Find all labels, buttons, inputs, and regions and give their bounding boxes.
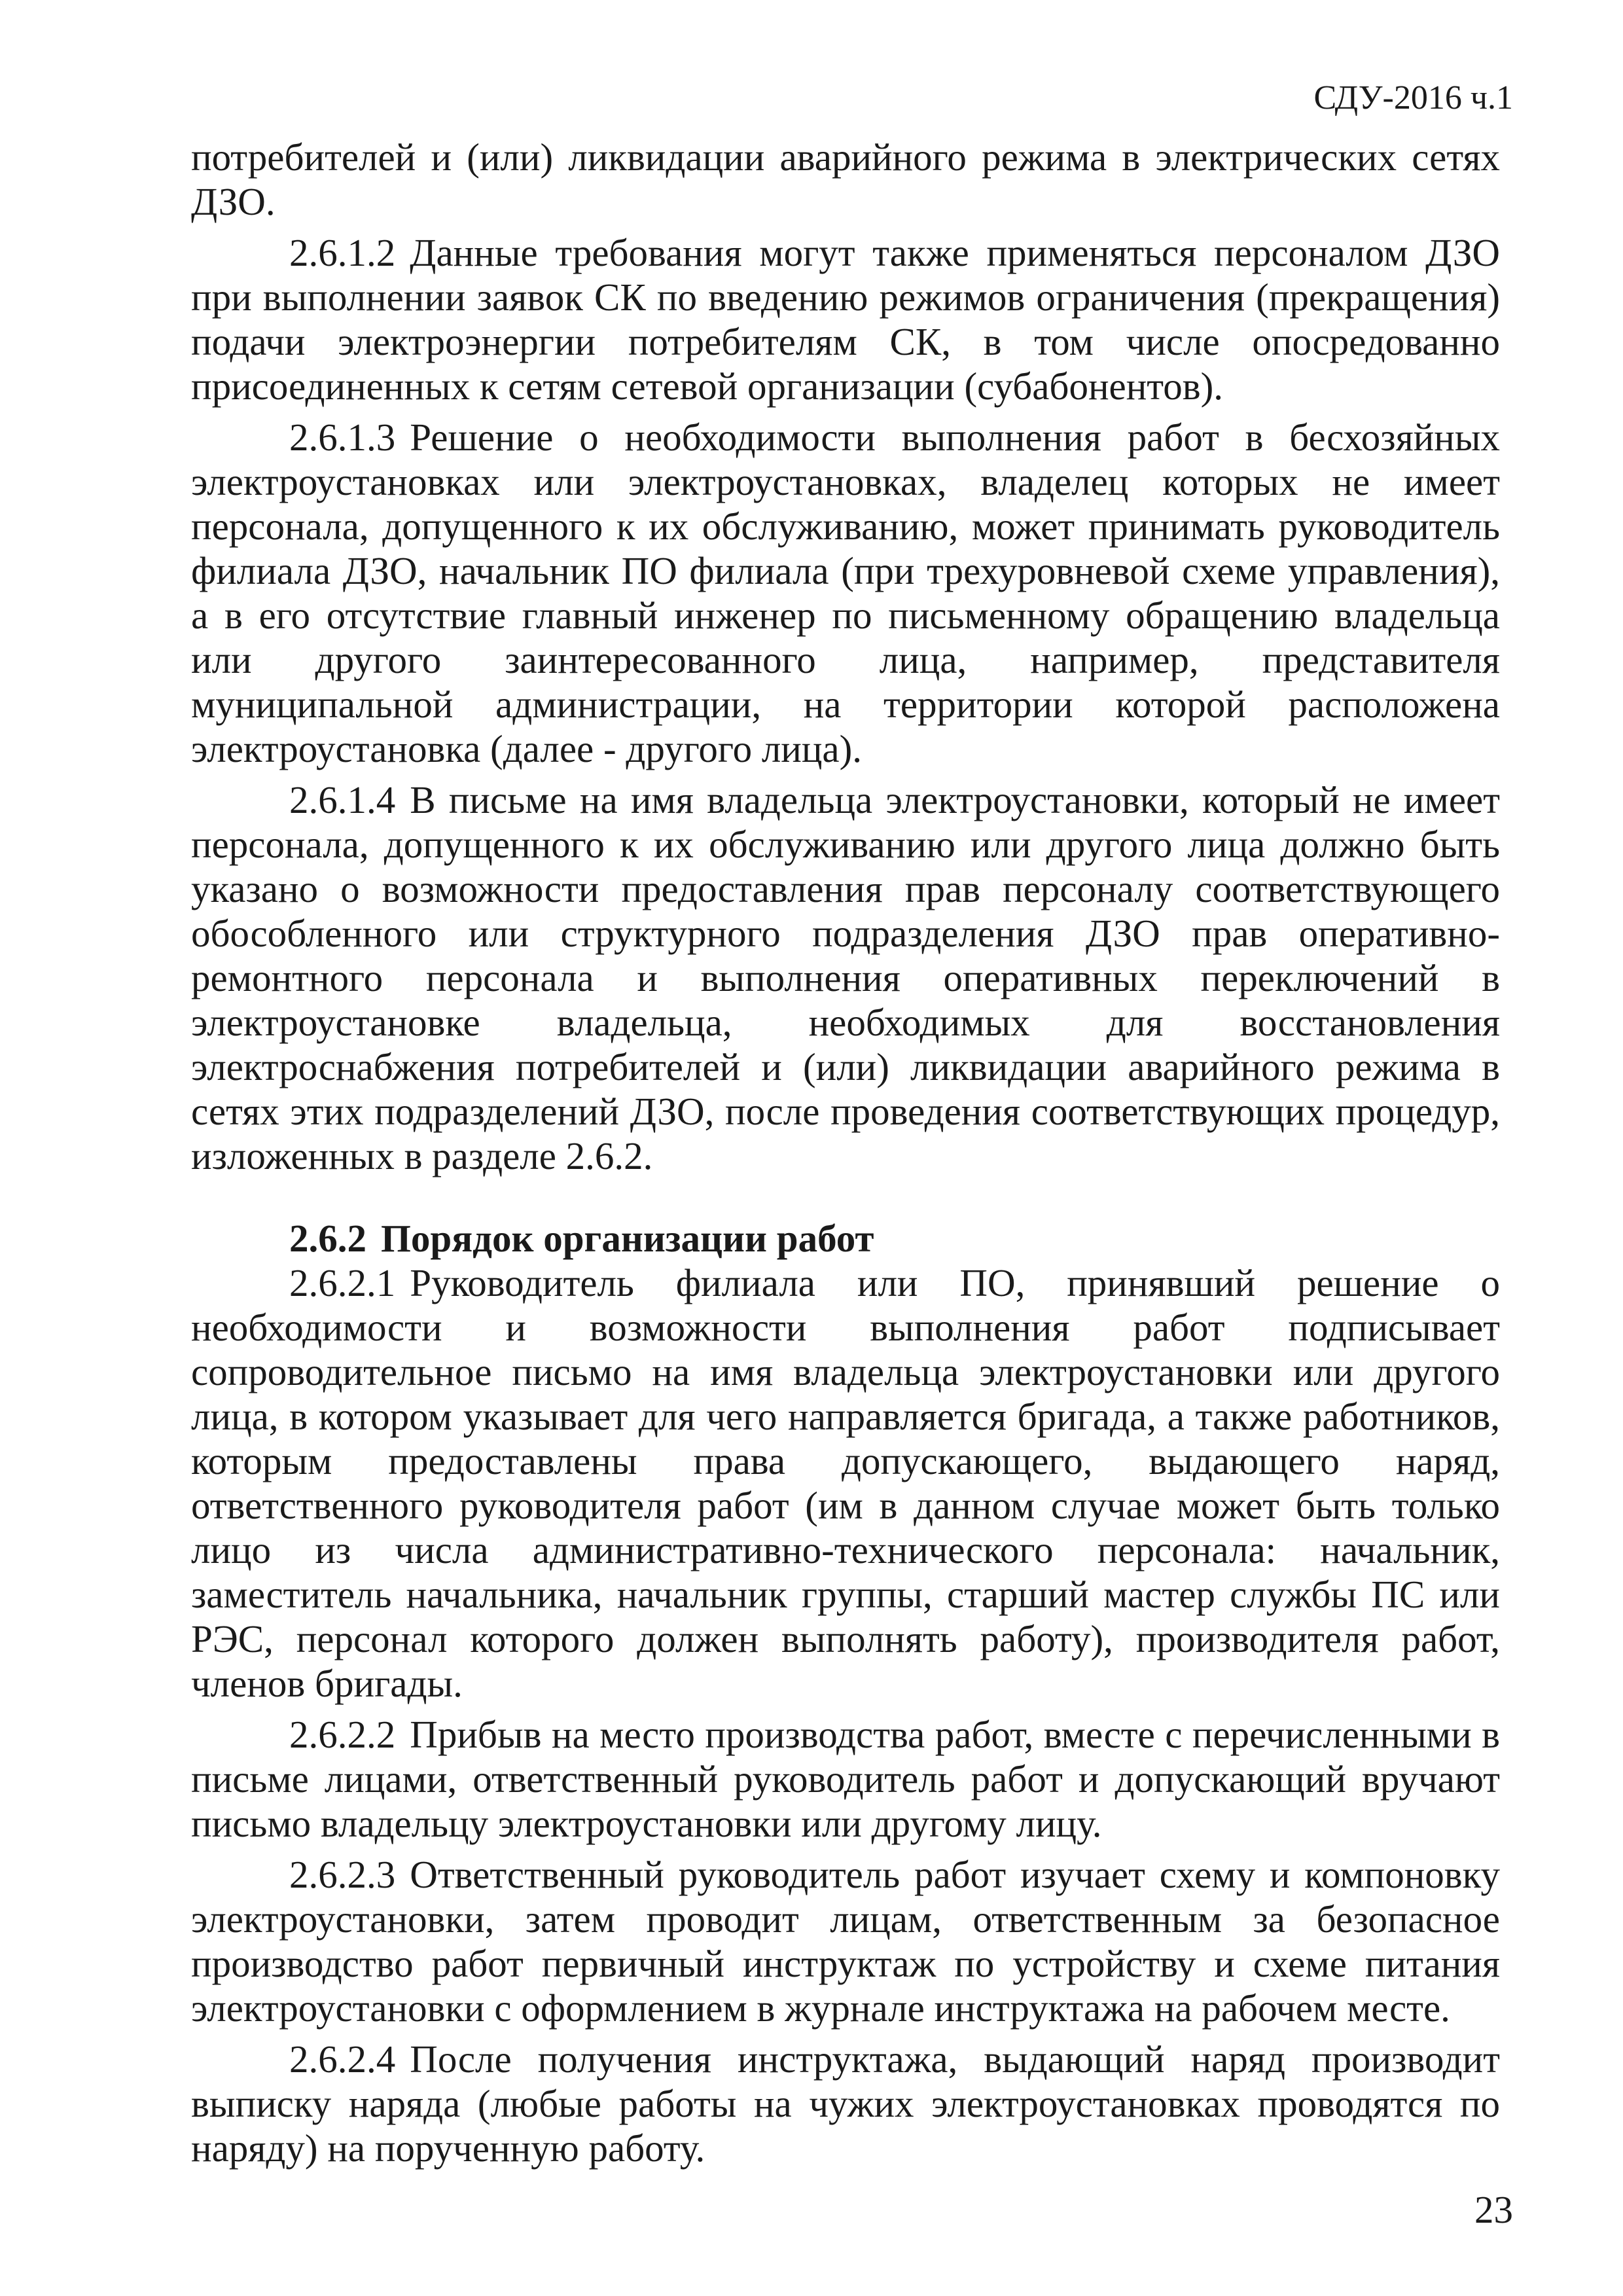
paragraph-text: После получения инструктажа, выдающий наряд производит выписку наряда (любые работы на чужих электроустановках проводятся по наряду) на порученную работу. — [191, 2037, 1500, 2170]
paragraph-2-6-1-4 — [191, 778, 1500, 1178]
paragraph-number: 2.6.1.4 — [289, 778, 396, 821]
paragraph-2-6-1-2 — [191, 230, 1500, 408]
paragraph-number: 2.6.2.4 — [289, 2037, 396, 2081]
page-body — [191, 135, 1500, 2170]
paragraph-text: Решение о необходимости выполнения работ в бесхозяйных электроустановках или электроустановках, владелец которых не имеет персонала, допущенного к их обслуживанию, может принимать руководитель филиала ДЗО, начальник ПО филиала (при трехуровневой схеме управления), а в его отсутствие главный инженер по письменному обращению владельца или другого заинтересованного лица, например, представителя муниципальной администрации, на территории которой расположена электроустановка (далее - другого лица). — [191, 416, 1500, 770]
paragraph-number: 2.6.1.2 — [289, 231, 396, 274]
paragraph-2-6-2-4 — [191, 2037, 1500, 2170]
paragraph-continuation — [191, 135, 1500, 224]
paragraph-text: потребителей и (или) ликвидации аварийного режима в электрических сетях ДЗО. — [191, 135, 1500, 223]
section-number: 2.6.2 — [289, 1217, 366, 1260]
document-code: СДУ-2016 ч.1 — [1313, 79, 1513, 117]
paragraph-2-6-2-3 — [191, 1852, 1500, 2030]
paragraph-number: 2.6.1.3 — [289, 416, 396, 459]
paragraph-text: В письме на имя владельца электроустановки, который не имеет персонала, допущенного к их обслуживанию или другого лица должно быть указано о возможности предоставления прав персоналу соответствующего обособленного или структурного подразделения ДЗО прав оперативно-ремонтного персонала и выполнения оперативных переключений в электроустановке владельца, необходимых для восстановления электроснабжения потребителей и (или) ликвидации аварийного режима в сетях этих подразделений ДЗО, после проведения соответствующих процедур, изложенных в разделе 2.6.2. — [191, 778, 1500, 1177]
paragraph-2-6-1-3 — [191, 415, 1500, 771]
paragraph-2-6-2-2 — [191, 1712, 1500, 1846]
paragraph-text: Прибыв на место производства работ, вместе с перечисленными в письме лицами, ответственный руководитель работ и допускающий вручают письмо владельцу электроустановки или другому лицу. — [191, 1713, 1500, 1845]
paragraph-text: Данные требования могут также применяться персоналом ДЗО при выполнении заявок СК по введению режимов ограничения (прекращения) подачи электроэнергии потребителям СК, в том числе опосредованно присоединенных к сетям сетевой организации (субабонентов). — [191, 231, 1500, 408]
section-heading — [191, 1216, 1500, 1261]
paragraph-number: 2.6.2.3 — [289, 1853, 396, 1896]
paragraph-2-6-2-1 — [191, 1261, 1500, 1706]
paragraph-number: 2.6.2.2 — [289, 1713, 396, 1756]
page-number: 23 — [1474, 2188, 1513, 2231]
paragraph-number: 2.6.2.1 — [289, 1261, 396, 1304]
section-title: Порядок организации работ — [381, 1217, 874, 1260]
paragraph-text: Руководитель филиала или ПО, принявший решение о необходимости и возможности выполнения работ подписывает сопроводительное письмо на имя владельца электроустановки или другого лица, в котором указывает для чего направляется бригада, а также работников, которым предоставлены права допускающего, выдающего наряд, ответственного руководителя работ (им в данном случае может быть только лицо из числа административно-технического персонала: начальник, заместитель начальника, начальник группы, старший мастер службы ПС или РЭС, персонал которого должен выполнять работу), производителя работ, членов бригады. — [191, 1261, 1500, 1705]
paragraph-text: Ответственный руководитель работ изучает схему и компоновку электроустановки, затем проводит лицам, ответственным за безопасное производство работ первичный инструктаж по устройству и схеме питания электроустановки с оформлением в журнале инструктажа на рабочем месте. — [191, 1853, 1500, 2030]
